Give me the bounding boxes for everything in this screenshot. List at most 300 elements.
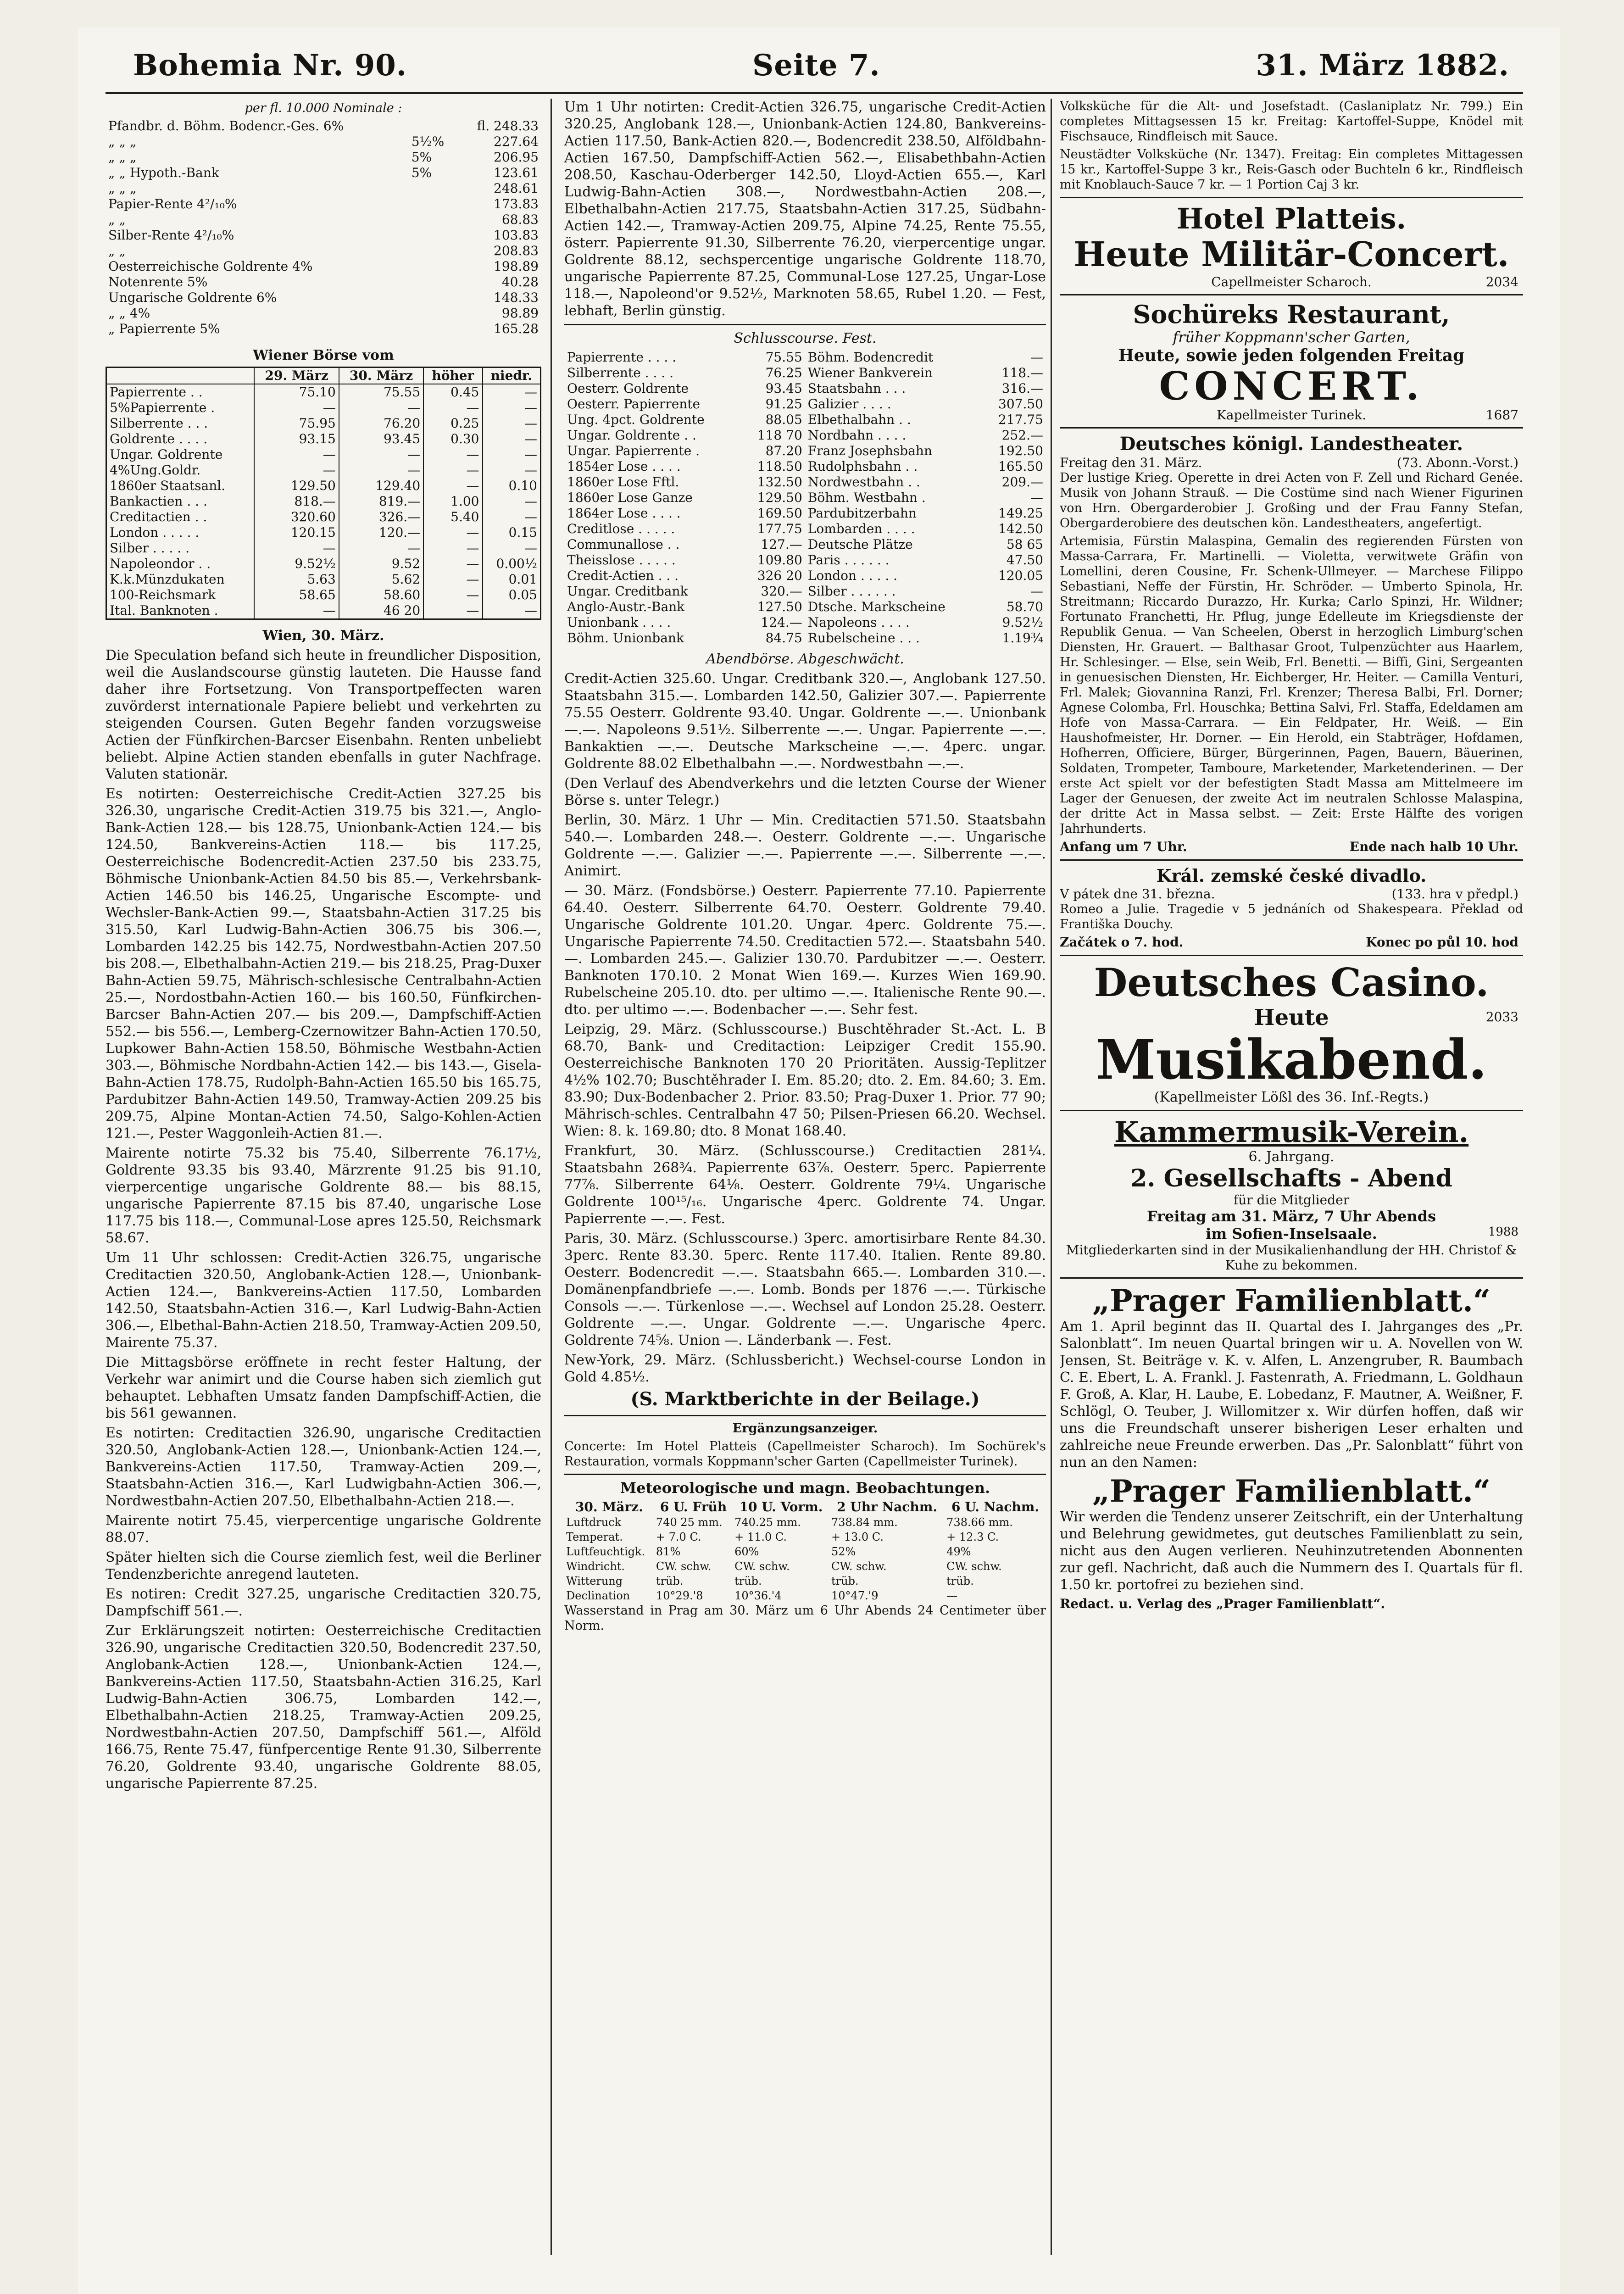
czech-start: Začátek o 7. hod. <box>1060 935 1184 950</box>
table-header-cell: 29. März <box>254 367 339 384</box>
table-cell: Silber . . . . . . <box>807 584 896 599</box>
table-row <box>106 556 541 572</box>
table-row <box>106 306 541 321</box>
wien-paragraph: Mairente notirt 75.45, vierpercentige ungarische Goldrente 88.07. <box>106 1513 541 1546</box>
table-cell: Declination <box>566 1589 630 1602</box>
table-cell: 91.25 <box>765 396 802 412</box>
table-cell: 129.40 <box>339 478 423 494</box>
table-cell: — <box>423 572 482 587</box>
table-cell <box>409 290 457 306</box>
ad-title: Kammermusik-Verein. <box>1114 1115 1469 1149</box>
divider <box>564 324 1046 325</box>
meteo-title: Meteorologische und magn. Beobachtungen. <box>620 1479 990 1497</box>
table-row <box>564 584 1046 599</box>
abend-note: (Den Verlauf des Abendverkehrs und die letzten Course der Wiener Börse s. unter Telegr.) <box>564 775 1046 808</box>
table-row <box>106 447 541 462</box>
table-cell: 5½% <box>411 134 445 149</box>
paper-title: Bohemia Nr. 90. <box>133 48 407 83</box>
wien-paragraph: Zur Erklärungszeit notirten: Oesterreichische Creditactien 326.90, ungarische Creditactien 320.50, Bodencredit 237.50, Anglobank-Actien 128.—, Unionbank-Actien 124.—, Bankvereins-Actien 117.50, Staatsbahn-Actien 316.25, Karl Ludwig-Bahn-Actien 306.75, Lombarden 142.—, Elbethalbahn-Actien 218.25, Tramway-Actien 209.25, Nordwestbahn-Actien 207.50, Dampfschiff 561.—, Alföld 166.75, Rente 75.47, fünfpercentige Rente 91.30, Silberrente 76.20, Goldrente 93.40, ungarische Goldrente 88.05, ungarische Papierrente 87.25. <box>106 1623 541 1792</box>
ad-subtitle: früher Koppmann'scher Garten, <box>1173 329 1410 346</box>
table-cell: Anglo-Austr.-Bank <box>567 599 685 614</box>
table-cell: — <box>254 462 339 478</box>
table-row <box>106 321 541 337</box>
table-cell <box>409 274 457 290</box>
table-cell: 192.50 <box>998 443 1043 458</box>
ad-heute-line <box>1060 1005 1523 1030</box>
table-row <box>106 290 541 306</box>
table-cell: — <box>254 447 339 462</box>
ad-event: Musikabend. <box>1096 1028 1487 1091</box>
table-cell: 10°29.'8 <box>656 1589 703 1602</box>
berlin-fonds-paragraph: — 30. März. (Fondsbörse.) Oesterr. Papierrente 77.10. Papierrente 64.40. Oesterr. Silberrente 64.70. Oesterr. Goldrente 79.40. Ungarische Goldrente 101.20. Ungar. 4perc. Goldrente 75.—. Ungarische Papierrente 74.50. Creditactien 572.—. Staatsbahn 540.—. Lombarden 245.—. Galizier 130.70. Pardubitzer —.—. Oesterr. Banknoten 170.10. 2 Monat Wien 169.—. Kurzes Wien 169.90. Rubelscheine 205.10. dto. per ultimo —.—. Italienische Rente 90.—. dto. per ultimo —.—. Bodenbacher —.—. Sehr fest. <box>564 883 1046 1018</box>
table-cell: — <box>423 447 482 462</box>
table-cell: 5.63 <box>254 572 339 587</box>
table-header-cell: 2 Uhr Nachm. <box>837 1499 938 1514</box>
table-cell: 198.89 <box>494 259 539 274</box>
table-row <box>106 603 541 619</box>
table-cell: „ „ „ <box>108 134 137 149</box>
boerse-title: Wiener Börse vom <box>253 347 394 363</box>
table-cell: 1860er Lose Ganze <box>567 490 693 505</box>
table-cell: Ital. Banknoten . <box>106 603 255 619</box>
table-cell: — <box>254 400 339 416</box>
table-cell: „ „ „ <box>108 150 137 165</box>
table-cell: Luftdruck <box>566 1516 622 1529</box>
table-row <box>564 615 1046 630</box>
table-row <box>564 630 1046 646</box>
table-cell: 0.15 <box>483 525 541 540</box>
table-cell: Witterung <box>566 1575 623 1587</box>
table-cell: Böhm. Unionbank <box>567 630 684 646</box>
ad-deutsches-casino <box>1060 961 1523 1105</box>
table-cell: + 7.0 C. <box>656 1531 701 1543</box>
table-cell: 98.89 <box>501 306 539 321</box>
table-cell: 0.01 <box>483 572 541 587</box>
ad-text-2: Wir werden die Tendenz unserer Zeitschrift, ein der Unterhaltung und Belehrung gewidmetes, gut deutsches Familienblatt zu sein, nicht aus den Augen verlieren. Neuhinzutretenden Abonnenten zur gefl. Nachricht, daß auch die Nummern des I. Quartals für fl. 1.50 kr. portofrei zu beziehen sind. <box>1060 1509 1523 1593</box>
page-number: Seite 7. <box>752 48 880 83</box>
table-cell: — <box>423 556 482 572</box>
ad-date: Freitag am 31. März, 7 Uhr Abends <box>1146 1208 1436 1225</box>
table-cell: 740 25 mm. <box>656 1516 723 1529</box>
table-cell: 0.30 <box>423 431 482 447</box>
ad-event: 2. Gesellschafts - Abend <box>1130 1164 1452 1192</box>
meteo-table <box>564 1499 1046 1603</box>
table-cell: — <box>483 400 541 416</box>
table-cell: 5% <box>411 150 432 165</box>
table-cell: London . . . . . <box>807 568 898 583</box>
table-cell: London . . . . . <box>106 525 255 540</box>
wien-paragraph: Es notirten: Oesterreichische Credit-Actien 327.25 bis 326.30, ungarische Credit-Actien 319.75 bis 321.—, Anglo-Bank-Actien 128.— bis 128.75, Unionbank-Actien 124.— bis 124.50, Bankvereins-Actien 118.— bis 117.25, Oesterreichische Bodencredit-Actien 237.50 bis 233.75, Böhmische Unionbank-Actien 84.50 bis 85.—, Verkehrsbank-Actien 146.50 bis 146.25, Ungarische Escompte- und Wechsler-Bank-Actien 99.—, Staatsbahn-Actien 317.25 bis 315.50, Karl Ludwig-Bahn-Actien 306.75 bis 306.—, Lombarden 142.25 bis 142.75, Nordwestbahn-Actien 207.50 bis 208.—, Elbethalbahn-Actien 219.— bis 218.25, Prag-Duxer Bahn-Actien 59.75, Mährisch-schlesische Centralbahn-Actien 25.—, Nordostbahn-Actien 160.— bis 160.50, Fünfkirchen-Barcser Bahn-Actien 207.— bis 209.—, Dampfschiff-Actien 552.— bis 556.—, Lemberg-Czernowitzer Bahn-Actien 170.50, Lupkower Bahn-Actien 158.50, Böhmische Westbahn-Actien 303.—, Böhmische Nordbahn-Actien 142.— bis 143.—, Gisela-Bahn-Actien 178.75, Rudolph-Bahn-Actien 165.50 bis 165.75, Pardubitzer Bahn-Actien 149.50, Tramway-Actien 209.25 bis 209.75, Alpine Montan-Actien 74.50, Salgo-Kohlen-Actien 121.—, Pester Waggonleih-Actien 81.—. <box>106 786 541 1141</box>
table-cell: 169.50 <box>757 506 802 521</box>
table-cell: Windricht. <box>566 1560 625 1573</box>
volkskueche-1: Volksküche für die Alt- und Josefstadt. (Caslaniplatz Nr. 799.) Ein completes Mittagsessen 15 kr. Freitag: Kartoffel-Suppe, Knödel mit Fischsauce, Rindfleisch mit Sauce. <box>1060 99 1523 144</box>
divider <box>564 1474 1046 1475</box>
table-row <box>106 165 541 181</box>
table-cell <box>409 259 457 274</box>
table-cell: Goldrente . . . . <box>106 431 255 447</box>
table-row <box>106 572 541 587</box>
ad-subtitle: (Kapellmeister Lößl des 36. Inf.-Regts.) <box>1154 1089 1429 1105</box>
table-cell: Ungar. Papierrente . <box>567 443 700 458</box>
table-cell: 5%Papierrente . <box>106 400 255 416</box>
table-cell: Pardubitzerbahn <box>807 506 917 521</box>
czech-abo: (133. hra v předpl.) <box>1391 886 1518 902</box>
table-cell: 0.00½ <box>483 556 541 572</box>
table-cell: — <box>483 540 541 556</box>
table-row <box>106 243 541 259</box>
ad-number: 1988 <box>1488 1225 1518 1239</box>
divider <box>1060 859 1523 861</box>
table-cell: — <box>254 603 339 619</box>
table-row <box>564 1515 1046 1530</box>
table-cell: — <box>423 462 482 478</box>
pfand-title: per fl. 10.000 Nominale : <box>245 101 402 115</box>
table-cell: 252.— <box>1001 428 1043 443</box>
table-cell: 206.95 <box>494 150 539 165</box>
theater-start: Anfang um 7 Uhr. <box>1060 839 1187 854</box>
table-cell: Ungarische Goldrente 6% <box>108 290 277 305</box>
table-header-row <box>106 367 541 384</box>
ad-place: im Sofien-Inselsaale. <box>1206 1225 1377 1242</box>
table-cell <box>409 196 457 212</box>
table-row <box>564 599 1046 615</box>
table-cell: Credit-Actien . . . <box>567 568 679 583</box>
column-1 <box>106 99 541 2245</box>
table-cell: 326 20 <box>757 568 802 583</box>
table-cell: 40.28 <box>501 274 539 290</box>
berlin-paragraph: Berlin, 30. März. 1 Uhr — Min. Creditactien 571.50. Staatsbahn 540.—. Lombarden 248.—. Oesterr. Goldrente —.—. Ungarische Goldrente —.—. Galizier —.—. Papierrente —.—. Silberrente —.—. Animirt. <box>564 812 1046 879</box>
table-row <box>564 396 1046 412</box>
table-cell: trüb. <box>946 1575 974 1587</box>
table-cell: 208.83 <box>494 243 539 258</box>
table-header-cell: höher <box>423 367 482 384</box>
table-cell: 1860er Lose Fftl. <box>567 474 679 490</box>
table-cell: Rudolphsbahn . . <box>807 459 918 474</box>
table-row <box>106 431 541 447</box>
table-cell: 0.45 <box>423 384 482 400</box>
table-row <box>564 490 1046 506</box>
schluss-title: Schlusscourse. Fest. <box>734 330 877 346</box>
table-cell: 52% <box>831 1545 856 1558</box>
table-cell: — <box>483 603 541 619</box>
table-cell: — <box>483 431 541 447</box>
table-row <box>106 384 541 400</box>
table-row <box>106 416 541 431</box>
table-cell: 93.15 <box>254 431 339 447</box>
table-row <box>564 474 1046 490</box>
table-cell: 103.83 <box>494 228 539 243</box>
table-cell: — <box>483 509 541 525</box>
table-header-cell: niedr. <box>483 367 541 384</box>
table-cell: 81% <box>656 1545 681 1558</box>
table-cell: Silberrente . . . <box>106 416 255 431</box>
table-row <box>106 118 541 134</box>
table-cell: 9.52 <box>339 556 423 572</box>
table-header-cell: 10 U. Vorm. <box>739 1499 823 1514</box>
table-cell: trüb. <box>734 1575 762 1587</box>
table-row <box>106 196 541 212</box>
table-row <box>564 412 1046 428</box>
table-cell: — <box>423 525 482 540</box>
header-rule <box>106 92 1523 94</box>
table-row <box>564 1530 1046 1544</box>
table-cell: Oesterr. Goldrente <box>567 381 689 396</box>
table-row <box>564 537 1046 552</box>
meteo-footnote: Wasserstand in Prag am 30. März um 6 Uhr Abends 24 Centimeter über Norm. <box>564 1604 1046 1633</box>
table-row <box>564 443 1046 459</box>
table-row <box>564 365 1046 381</box>
ad-footer <box>1060 407 1523 423</box>
table-row <box>106 228 541 243</box>
table-cell: 740.25 mm. <box>734 1516 801 1529</box>
table-cell: 75.10 <box>254 384 339 400</box>
table-cell: 5% <box>411 165 432 180</box>
table-cell: 173.83 <box>494 196 539 212</box>
wien-paragraph: Die Speculation befand sich heute in freundlicher Disposition, weil die Auslandscourse günstig lauteten. Die Hausse fand daher ihre Fortsetzung. Von Transportpeffecten waren zuvörderst internationale Papiere beliebt und verkehrten zu steigenden Coursen. Guten Begehr fanden vorzugsweise Actien der Fünfkirchen-Barcser Eisenbahn. Renten unbeliebt beliebt. Alpine Actien standen ebenfalls in guter Nachfrage. Valuten stationär. <box>106 647 541 782</box>
table-row <box>564 1559 1046 1574</box>
table-cell: — <box>339 462 423 478</box>
table-cell: Theisslose . . . . . <box>567 552 676 568</box>
table-cell: 76.25 <box>765 365 802 380</box>
table-cell: Böhm. Bodencredit <box>807 350 934 365</box>
ad-title-2: „Prager Familienblatt.“ <box>1092 1473 1491 1509</box>
table-cell: „ Papierrente 5% <box>108 321 220 336</box>
table-cell: 10°47.'9 <box>831 1589 879 1602</box>
ergaenz-title: Ergänzungsanzeiger. <box>732 1421 878 1436</box>
table-cell: Communallose . . <box>567 537 680 552</box>
boerse-table <box>106 367 541 620</box>
table-cell: 320.60 <box>254 509 339 525</box>
table-cell: 93.45 <box>765 381 802 396</box>
ad-kapellmeister: Capellmeister Scharoch. <box>1211 274 1372 290</box>
table-row <box>106 478 541 494</box>
table-cell: 227.64 <box>494 134 539 149</box>
table-cell: 100-Reichsmark <box>106 587 255 603</box>
theater-times <box>1060 839 1523 855</box>
czech-end: Konec po půl 10. hod <box>1366 935 1518 950</box>
table-cell: 118 70 <box>757 428 802 443</box>
table-cell: 5.40 <box>423 509 482 525</box>
table-cell: fl. 248.33 <box>477 118 539 134</box>
table-cell: 87.20 <box>765 443 802 458</box>
table-row <box>106 462 541 478</box>
table-cell: Silberrente . . . . <box>567 365 673 380</box>
table-row <box>106 494 541 509</box>
marktbericht-note: (S. Marktberichte in der Beilage.) <box>630 1388 980 1410</box>
table-cell: 148.33 <box>494 290 539 305</box>
leipzig-paragraph: Leipzig, 29. März. (Schlusscourse.) Buschtěhrader St.-Act. L. B 68.70, Bank- und Creditaction: Leipziger Credit 155.90. Oesterreichische Banknoten 170 20 Prioritäten. Aussig-Teplitzer 4½% 102.70; Buschtěhrader I. Em. 85.20; dto. 2. Em. 84.60; 3. Em. 83.90; Dux-Bodenbacher 2. Prior. 83.50; Prag-Duxer 1. Prior. 77 90; Mährisch-schles. Centralbahn 47 50; Pilsen-Priesen 66.20. Wechsel. Wien: 8. k. 169.80; dto. 8 Monat 168.40. <box>564 1021 1046 1139</box>
table-cell: Wiener Bankverein <box>807 365 933 380</box>
table-cell: Ungar. Goldrente <box>106 447 255 462</box>
abend-title: Abendbörse. Abgeschwächt. <box>706 651 904 667</box>
table-cell: K.k.Münzdukaten <box>106 572 255 587</box>
column-2 <box>564 99 1046 2245</box>
table-cell: 58.70 <box>1006 599 1043 614</box>
wien-paragraph: Mairente notirte 75.32 bis 75.40, Silberrente 76.17½, Goldrente 93.35 bis 93.40, Märzrente 91.25 bis 91.10, vierpercentige ungarische Goldrente 88.— bis 88.15, ungarische Papierrente 87.15 bis 87.40, ungarische Lose 117.75 bis 118.—, Communal-Lose apres 125.50, Reichsmark 58.67. <box>106 1145 541 1246</box>
table-cell <box>409 212 457 228</box>
table-cell: 248.61 <box>494 181 539 196</box>
table-cell: — <box>339 447 423 462</box>
table-cell: Pfandbr. d. Böhm. Bodencr.-Ges. 6% <box>108 118 344 134</box>
theater-cast: Artemisia, Fürstin Malaspina, Gemalin des regierenden Fürsten von Massa-Carrara, Fr. Martinelli. — Violetta, verwitwete Gräfin von Lomellini, deren Cousine, Fr. Schenk-Ullmeyer. — Marchese Filippo Sebastiani, Neffe der Fürstin, Hr. Schröder. — Umberto Spinola, Hr. Streitmann; Riccardo Durazzo, Hr. Kurka; Carlo Spinzi, Hr. Wildner; Fortunato Franchetti, Hr. Pflug, junge Edelleute im Kriegsdienste der Republik Genua. — Van Scheelen, Oberst in herzoglich Limburg'schen Diensten, Hr. Grauert. — Balthasar Groot, Tulpenzüchter aus Haarlem, Hr. Schlesinger. — Else, sein Weib, Frl. Benetti. — Biffi, Gini, Sergeanten in genuesischen Diensten, Hr. Eichberger, Hr. Heiter. — Camilla Venturi, Frl. Malek; Giovannina Ranzi, Frl. Krenzer; Theresa Balbi, Frl. Dorner; Agnese Colomba, Frl. Houschka; Bettina Salvi, Frl. Staffa, Edeldamen am Hofe von Massa-Carrara. — Ein Feldpater, Hr. Weiß. — Ein Haushofmeister, Hr. Dorner. — Ein Herold, ein Stabträger, Hofdamen, Hofherren, Officiere, Bürger, Bürgerinnen, Pagen, Bauern, Bäuerinen, Soldaten, Trompeter, Tamboure, Marketender, Marketenderinen. — Der erste Act spielt vor der befestigten Stadt Massa am Mittelmeere im Lager der Genuesen, der zweite Act im neutralen Schlosse Malaspina, der dritte Act in Massa selbst. — Zeit: Erste Hälfte des vorigen Jahrhunderts. <box>1060 534 1523 836</box>
ad-kapellmeister: Kapellmeister Turinek. <box>1216 407 1367 423</box>
table-cell: 316.— <box>1001 381 1043 396</box>
table-header-cell: 30. März. <box>575 1499 643 1514</box>
theater-title: Deutsches königl. Landestheater. <box>1119 433 1463 455</box>
table-cell <box>409 181 457 196</box>
table-cell: 68.83 <box>501 212 539 227</box>
table-cell: 84.75 <box>765 630 802 646</box>
wien-paragraph: Es notiren: Credit 327.25, ungarische Creditactien 320.75, Dampfschiff 561.—. <box>106 1586 541 1619</box>
table-cell: „ „ 4% <box>108 306 150 321</box>
table-cell: 120.15 <box>254 525 339 540</box>
table-cell: — <box>339 400 423 416</box>
paris-paragraph: Paris, 30. März. (Schlusscourse.) 3perc. amortisirbare Rente 84.30. 3perc. Rente 83.30. 5perc. Rente 117.40. Italien. Rente 89.80. Oesterr. Bodencredit —.—. Staatsbahn 665.—. Lombarden 310.—. Domänenpfandbriefe —.—. Lomb. Bonds per 1876 —.—. Türkische Consols —.—. Türkenlose —.—. Wechsel auf London 25.28. Oesterr. Goldrente —.—. Ungar. Goldrente —.—. Ungarische 4perc. Goldrente 74⅝. Union —. Länderbank —. Fest. <box>564 1231 1046 1348</box>
table-cell: 88.05 <box>765 412 802 427</box>
column-rule-2 <box>1051 99 1052 2255</box>
volkskueche-2: Neustädter Volksküche (Nr. 1347). Freitag: Ein completes Mittagessen 15 kr., Kartoffel-Suppe 3 kr., Reis-Gasch oder Buchteln 6 kr., Rindfleisch mit Knoblauch-Sauce 7 kr. — 1 Portion Caj 3 kr. <box>1060 147 1523 192</box>
table-cell: — <box>423 478 482 494</box>
table-cell: — <box>1030 350 1043 365</box>
table-cell: 1854er Lose . . . . <box>567 459 681 474</box>
table-cell: Lombarden . . . . <box>807 521 915 536</box>
table-cell: 93.45 <box>339 431 423 447</box>
wien-paragraph: Um 11 Uhr schlossen: Credit-Actien 326.75, ungarische Creditactien 320.50, Anglobank-Actien 128.—, Unionbank-Actien 124.—, Bankvereins-Actien 117.50, Lombarden 142.50, Staatsbahn-Actien 316.—, Karl Ludwig-Bahn-Actien 306.—, Elbethal-Bahn-Actien 218.50, Tramway-Actien 209.50, Mairente 75.37. <box>106 1250 541 1351</box>
table-cell: 165.28 <box>494 321 539 336</box>
czech-dateline <box>1060 886 1523 902</box>
table-cell: — <box>423 400 482 416</box>
table-row <box>106 181 541 196</box>
table-cell: 118.50 <box>757 459 802 474</box>
table-cell: 0.10 <box>483 478 541 494</box>
table-cell: 738.66 mm. <box>946 1516 1013 1529</box>
ad-footer <box>1060 274 1523 290</box>
table-cell: Papier-Rente 4²/₁₀% <box>108 196 237 212</box>
table-header-cell: 30. März <box>339 367 423 384</box>
table-cell <box>409 243 457 259</box>
table-cell: trüb. <box>656 1575 684 1587</box>
table-cell: CW. schw. <box>946 1560 1002 1573</box>
table-cell: 217.75 <box>998 412 1043 427</box>
table-cell: Nordwestbahn . . <box>807 474 920 490</box>
divider <box>1060 955 1523 956</box>
table-cell: 58 65 <box>1006 537 1043 552</box>
theater-dateline <box>1060 455 1523 470</box>
table-row <box>106 212 541 228</box>
pfand-table <box>106 118 541 337</box>
table-cell: 129.50 <box>254 478 339 494</box>
table-row <box>564 521 1046 537</box>
ergaenz-text: Concerte: Im Hotel Platteis (Capellmeister Scharoch). Im Sochürek's Restauration, vormals Koppmann'scher Garten (Capellmeister Turinek). <box>564 1439 1046 1469</box>
table-cell: — <box>483 416 541 431</box>
table-cell: Rubelscheine . . . <box>807 630 920 646</box>
table-cell: 165.50 <box>998 459 1043 474</box>
table-cell: — <box>483 447 541 462</box>
table-cell: 0.25 <box>423 416 482 431</box>
table-cell: 1864er Lose . . . . <box>567 506 681 521</box>
table-cell: Silber . . . . . <box>106 540 255 556</box>
table-cell: 1860er Staatsanl. <box>106 478 255 494</box>
table-cell: 738.84 mm. <box>831 1516 898 1529</box>
table-row <box>106 509 541 525</box>
table-cell: Bankactien . . . <box>106 494 255 509</box>
ad-title: „Prager Familienblatt.“ <box>1092 1283 1491 1319</box>
divider <box>1060 197 1523 198</box>
ad-title: Deutsches Casino. <box>1094 960 1489 1005</box>
table-cell <box>409 118 457 134</box>
table-cell: Creditactien . . <box>106 509 255 525</box>
table-row <box>106 525 541 540</box>
table-cell: — <box>1030 584 1043 599</box>
divider <box>1060 427 1523 429</box>
table-cell: Notenrente 5% <box>108 274 208 290</box>
czech-times <box>1060 935 1523 950</box>
ad-text: Am 1. April beginnt das II. Quartal des I. Jahrganges des „Pr. Salonblatt“. Im neuen Quartal bringen wir u. A. Novellen von W. Jensen, St. Beiträge v. K. v. Alfen, L. Anzengruber, R. Baumbach C. E. Ebert, L. A. Frankl. J. Fastenrath, A. Friedmann, L. Goldhaun F. Groß, A. Klar, H. Laube, E. Lobedanz, F. Mautner, A. Weißner, F. Schlögl, O. Teuber, J. Willomitzer x. Wir dürfen hoffen, daß wir uns die Freundschaft unserer bisherigen Leser erhalten und zahlreiche neue Freunde erwerben. Das „Pr. Salonblatt“ führt von nun an den Namen: <box>1060 1319 1523 1470</box>
table-cell: 124.— <box>761 615 802 630</box>
column-3 <box>1060 99 1523 2245</box>
table-header-cell: 6 U. Nachm. <box>951 1499 1040 1514</box>
table-cell: Napoleons . . . . <box>807 615 910 630</box>
table-row <box>564 428 1046 443</box>
ad-footer: Redact. u. Verlag des „Prager Familienblatt“. <box>1060 1596 1385 1611</box>
table-cell: 132.50 <box>757 474 802 490</box>
table-cell: 127.— <box>761 537 802 552</box>
table-row <box>564 1544 1046 1559</box>
divider <box>1060 1277 1523 1279</box>
table-cell: 120.05 <box>998 568 1043 583</box>
table-cell: 10°36.'4 <box>734 1589 782 1602</box>
ad-number: 1687 <box>1485 407 1518 423</box>
table-cell <box>409 321 457 337</box>
table-cell: 75.55 <box>765 350 802 365</box>
table-row <box>106 587 541 603</box>
table-cell: 819.— <box>339 494 423 509</box>
ad-heute: Heute <box>1254 1005 1329 1030</box>
table-cell: 76.20 <box>339 416 423 431</box>
theater-abo: (73. Abonn.-Vorst.) <box>1396 455 1518 470</box>
table-cell: — <box>946 1589 958 1602</box>
table-cell: 326.— <box>339 509 423 525</box>
divider <box>1060 1110 1523 1111</box>
wien-paragraph: Es notirten: Creditactien 326.90, ungarische Creditactien 320.50, Anglobank-Actien 128.—, Unionbank-Actien 124.—, Bankvereins-Actien 117.50, Tramway-Actien 209.—, Staatsbahn-Actien 316.—, Karl Ludwigbahn-Actien 306.—, Nordwestbahn-Actien 207.50, Elbethalbahn-Actien 218.—. <box>106 1425 541 1509</box>
table-row <box>106 274 541 290</box>
frankfurt-paragraph: Frankfurt, 30. März. (Schlusscourse.) Creditactien 281¼. Staatsbahn 268¾. Papierrente 63⅞. Oesterr. 5perc. Papierrente 77⅞. Silberrente 64⅛. Oesterr. Goldrente 79¼. Ungarische Goldrente 100¹⁵/₁₆. Ungarische 4perc. Goldrente 74. Ungar. Papierrente —.—. Fest. <box>564 1143 1046 1227</box>
table-cell: — <box>339 540 423 556</box>
table-cell: — <box>423 603 482 619</box>
table-row <box>564 552 1046 568</box>
table-cell: 58.65 <box>254 587 339 603</box>
theater-date: Freitag den 31. März. <box>1060 455 1202 470</box>
table-cell: 109.80 <box>757 552 802 568</box>
table-cell: Luftfeuchtigk. <box>566 1545 645 1558</box>
table-cell: 4%Ung.Goldr. <box>106 462 255 478</box>
wien-paragraph: Später hielten sich die Course ziemlich fest, weil die Berliner Tendenzberichte anregend lauteten. <box>106 1549 541 1582</box>
page-header <box>106 39 1523 92</box>
table-cell: 818.— <box>254 494 339 509</box>
table-cell: 60% <box>734 1545 759 1558</box>
divider <box>564 1415 1046 1416</box>
table-row <box>564 381 1046 396</box>
czech-title: Král. zemské české divadlo. <box>1156 865 1427 886</box>
table-header-cell: 6 U. Früh <box>660 1499 727 1514</box>
table-cell: — <box>254 540 339 556</box>
table-cell: 209.— <box>1001 474 1043 490</box>
theater-listing <box>1060 433 1523 855</box>
table-cell: Franz Josephsbahn <box>807 443 932 458</box>
table-cell: — <box>1030 490 1043 505</box>
table-cell: Staatsbahn . . . <box>807 381 906 396</box>
table-cell: 1.19¾ <box>1002 630 1043 646</box>
